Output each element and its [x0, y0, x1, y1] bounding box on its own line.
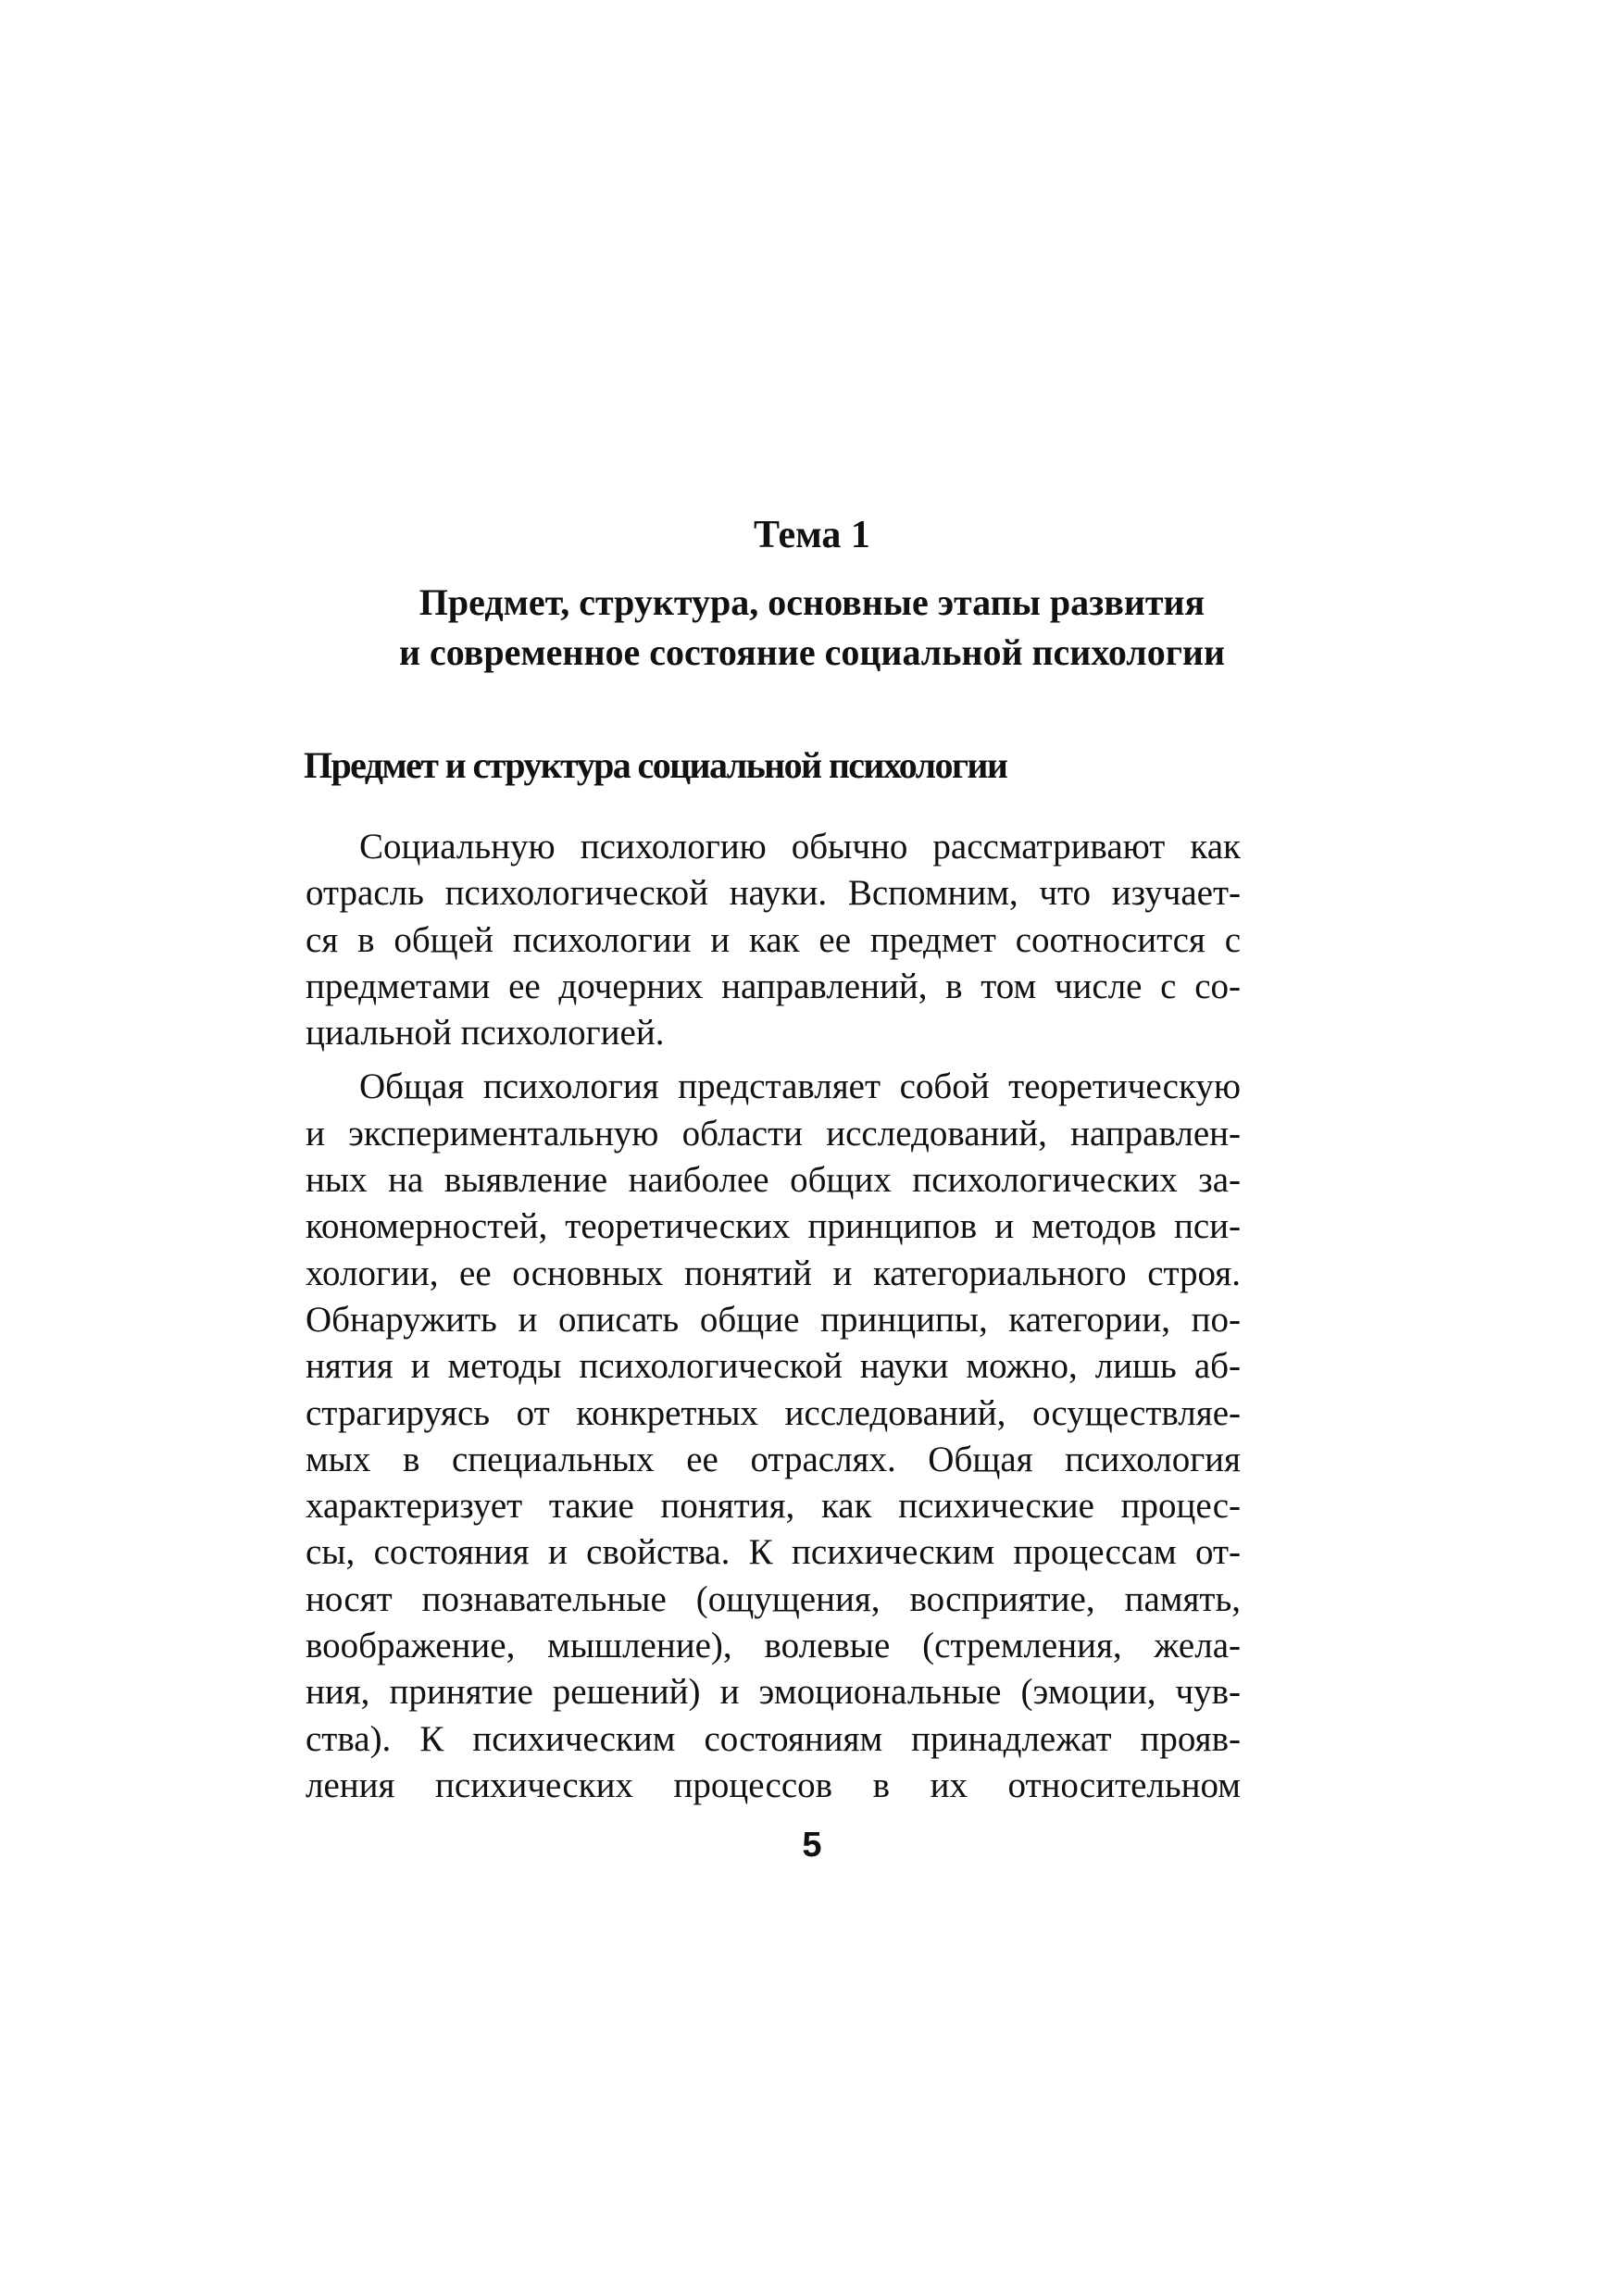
text-line: характеризует такие понятия, как психические процес- — [306, 1486, 1241, 1527]
text-line: Обнаружить и описать общие принципы, категории, по- — [306, 1299, 1241, 1340]
text-line: предметами ее дочерних направлений, в том числе с со- — [306, 966, 1241, 1006]
text-line: циальной психологией. — [306, 1013, 665, 1054]
text-line: страгируясь от конкретных исследований, осуществляе- — [306, 1392, 1241, 1433]
text-line: ных на выявление наиболее общих психологических за- — [306, 1160, 1241, 1201]
chapter-title-line: и современное состояние социальной психологии — [399, 631, 1225, 673]
text-line: воображение, мышление), волевые (стремления, жела- — [306, 1626, 1241, 1666]
section-heading: Предмет и структура социальной психологии — [304, 744, 1007, 786]
text-line: сы, состояния и свойства. К психическим процессам от- — [306, 1532, 1241, 1573]
paragraph — [306, 824, 1241, 1056]
text-line: Общая психология представляет собой теоретическую — [359, 1066, 1241, 1107]
text-line: и экспериментальную области исследований, направлен- — [306, 1113, 1241, 1154]
text-line: кономерностей, теоретических принципов и методов пси- — [306, 1206, 1241, 1247]
chapter-title — [185, 578, 1439, 678]
text-line: мых в специальных ее отраслях. Общая психология — [306, 1439, 1241, 1479]
chapter-title-line: Предмет, структура, основные этапы развития — [418, 581, 1206, 623]
text-line: ления психических процессов в их относительном — [306, 1765, 1241, 1805]
paragraph — [306, 1064, 1241, 1809]
text-line: отрасль психологической науки. Вспомним, что изучает- — [306, 873, 1241, 914]
text-line: ся в общей психологии и как ее предмет соотносится с — [306, 919, 1241, 960]
text-line: хологии, ее основных понятий и категориального строя. — [306, 1253, 1241, 1293]
body-text — [306, 824, 1241, 1816]
text-line: ства). К психическим состояниям принадлежат прояв- — [306, 1718, 1241, 1759]
text-line: Социальную психологию обычно рассматривают как — [359, 827, 1241, 867]
text-line: ния, принятие решений) и эмоциональные (эмоции, чув- — [306, 1672, 1241, 1713]
topic-label: Тема 1 — [754, 514, 870, 556]
text-line: нятия и методы психологической науки можно, лишь аб- — [306, 1346, 1241, 1387]
page-number: 5 — [802, 1826, 822, 1865]
text-line: носят познавательные (ощущения, восприятие, память, — [306, 1578, 1241, 1619]
